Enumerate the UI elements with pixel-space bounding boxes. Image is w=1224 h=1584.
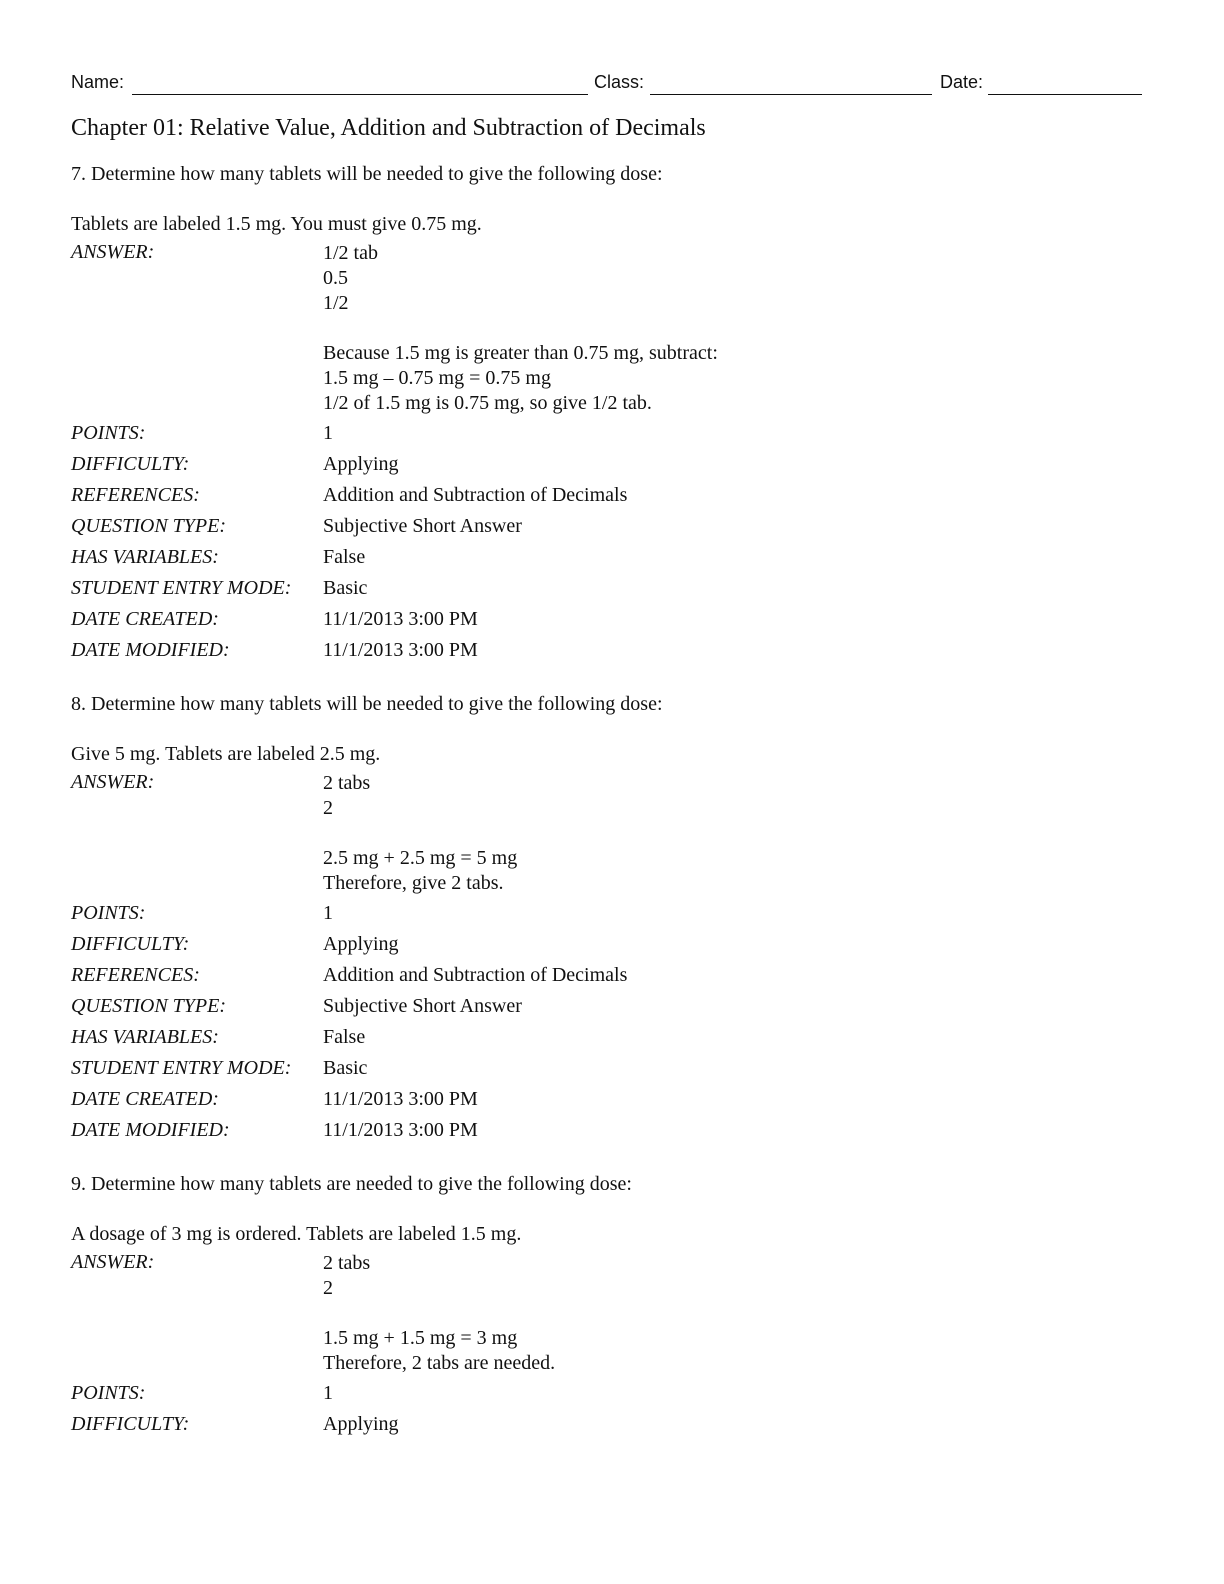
answer-label: ANSWER: bbox=[71, 241, 155, 263]
question-type-label: QUESTION TYPE: bbox=[71, 995, 227, 1017]
answer-values bbox=[323, 241, 718, 416]
answer-value: 2 tabs bbox=[323, 1252, 371, 1274]
question-prompt: 8. Determine how many tablets will be needed to give the following dose: bbox=[71, 693, 663, 715]
class-field[interactable] bbox=[650, 94, 932, 95]
student-entry-mode-value: Basic bbox=[323, 1057, 368, 1079]
has-variables-label: HAS VARIABLES: bbox=[71, 1026, 219, 1048]
date-field[interactable] bbox=[988, 94, 1142, 95]
question-detail: Give 5 mg. Tablets are labeled 2.5 mg. bbox=[71, 743, 381, 765]
points-value: 1 bbox=[323, 1382, 333, 1404]
question-detail: A dosage of 3 mg is ordered. Tablets are labeled 1.5 mg. bbox=[71, 1223, 522, 1245]
question-prompt: 7. Determine how many tablets will be needed to give the following dose: bbox=[71, 163, 663, 185]
explanation-line: 1.5 mg + 1.5 mg = 3 mg bbox=[323, 1327, 518, 1349]
difficulty-label: DIFFICULTY: bbox=[71, 933, 190, 955]
answer-value: 2 bbox=[323, 797, 333, 819]
has-variables-value: False bbox=[323, 546, 366, 568]
difficulty-value: Applying bbox=[323, 1413, 399, 1435]
explanation-line: Because 1.5 mg is greater than 0.75 mg, subtract: bbox=[323, 342, 718, 364]
name-label: Name: bbox=[71, 72, 125, 92]
student-entry-mode-value: Basic bbox=[323, 577, 368, 599]
question-type-value: Subjective Short Answer bbox=[323, 515, 522, 537]
class-label: Class: bbox=[594, 72, 645, 92]
difficulty-label: DIFFICULTY: bbox=[71, 453, 190, 475]
date-modified-label: DATE MODIFIED: bbox=[71, 1119, 230, 1141]
date-modified-label: DATE MODIFIED: bbox=[71, 639, 230, 661]
answer-values bbox=[323, 771, 517, 896]
difficulty-label: DIFFICULTY: bbox=[71, 1413, 190, 1435]
name-field[interactable] bbox=[132, 94, 588, 95]
question-detail: Tablets are labeled 1.5 mg. You must give 0.75 mg. bbox=[71, 213, 482, 235]
chapter-title: Chapter 01: Relative Value, Addition and Subtraction of Decimals bbox=[71, 115, 706, 141]
answer-value: 2 tabs bbox=[323, 772, 371, 794]
points-value: 1 bbox=[323, 422, 333, 444]
explanation-line: Therefore, 2 tabs are needed. bbox=[323, 1352, 556, 1374]
difficulty-value: Applying bbox=[323, 453, 399, 475]
student-entry-mode-label: STUDENT ENTRY MODE: bbox=[71, 1057, 292, 1079]
date-modified-value: 11/1/2013 3:00 PM bbox=[323, 1119, 478, 1141]
has-variables-label: HAS VARIABLES: bbox=[71, 546, 219, 568]
explanation-line: 1/2 of 1.5 mg is 0.75 mg, so give 1/2 tab. bbox=[323, 392, 652, 414]
points-label: POINTS: bbox=[71, 902, 146, 924]
answer-value: 2 bbox=[323, 1277, 333, 1299]
difficulty-value: Applying bbox=[323, 933, 399, 955]
answer-label: ANSWER: bbox=[71, 771, 155, 793]
references-label: REFERENCES: bbox=[71, 964, 200, 986]
answer-value: 1/2 bbox=[323, 292, 349, 314]
references-label: REFERENCES: bbox=[71, 484, 200, 506]
date-created-value: 11/1/2013 3:00 PM bbox=[323, 1088, 478, 1110]
question-type-value: Subjective Short Answer bbox=[323, 995, 522, 1017]
has-variables-value: False bbox=[323, 1026, 366, 1048]
date-created-value: 11/1/2013 3:00 PM bbox=[323, 608, 478, 630]
points-value: 1 bbox=[323, 902, 333, 924]
answer-value: 1/2 tab bbox=[323, 242, 378, 264]
references-value: Addition and Subtraction of Decimals bbox=[323, 484, 628, 506]
question-prompt: 9. Determine how many tablets are needed to give the following dose: bbox=[71, 1173, 632, 1195]
question-type-label: QUESTION TYPE: bbox=[71, 515, 227, 537]
student-entry-mode-label: STUDENT ENTRY MODE: bbox=[71, 577, 292, 599]
explanation-line: Therefore, give 2 tabs. bbox=[323, 872, 504, 894]
date-created-label: DATE CREATED: bbox=[71, 1088, 219, 1110]
explanation-line: 1.5 mg – 0.75 mg = 0.75 mg bbox=[323, 367, 551, 389]
date-label: Date: bbox=[940, 72, 984, 92]
references-value: Addition and Subtraction of Decimals bbox=[323, 964, 628, 986]
points-label: POINTS: bbox=[71, 1382, 146, 1404]
answer-label: ANSWER: bbox=[71, 1251, 155, 1273]
date-created-label: DATE CREATED: bbox=[71, 608, 219, 630]
date-modified-value: 11/1/2013 3:00 PM bbox=[323, 639, 478, 661]
points-label: POINTS: bbox=[71, 422, 146, 444]
explanation-line: 2.5 mg + 2.5 mg = 5 mg bbox=[323, 847, 518, 869]
answer-values bbox=[323, 1251, 555, 1376]
answer-value: 0.5 bbox=[323, 267, 348, 289]
